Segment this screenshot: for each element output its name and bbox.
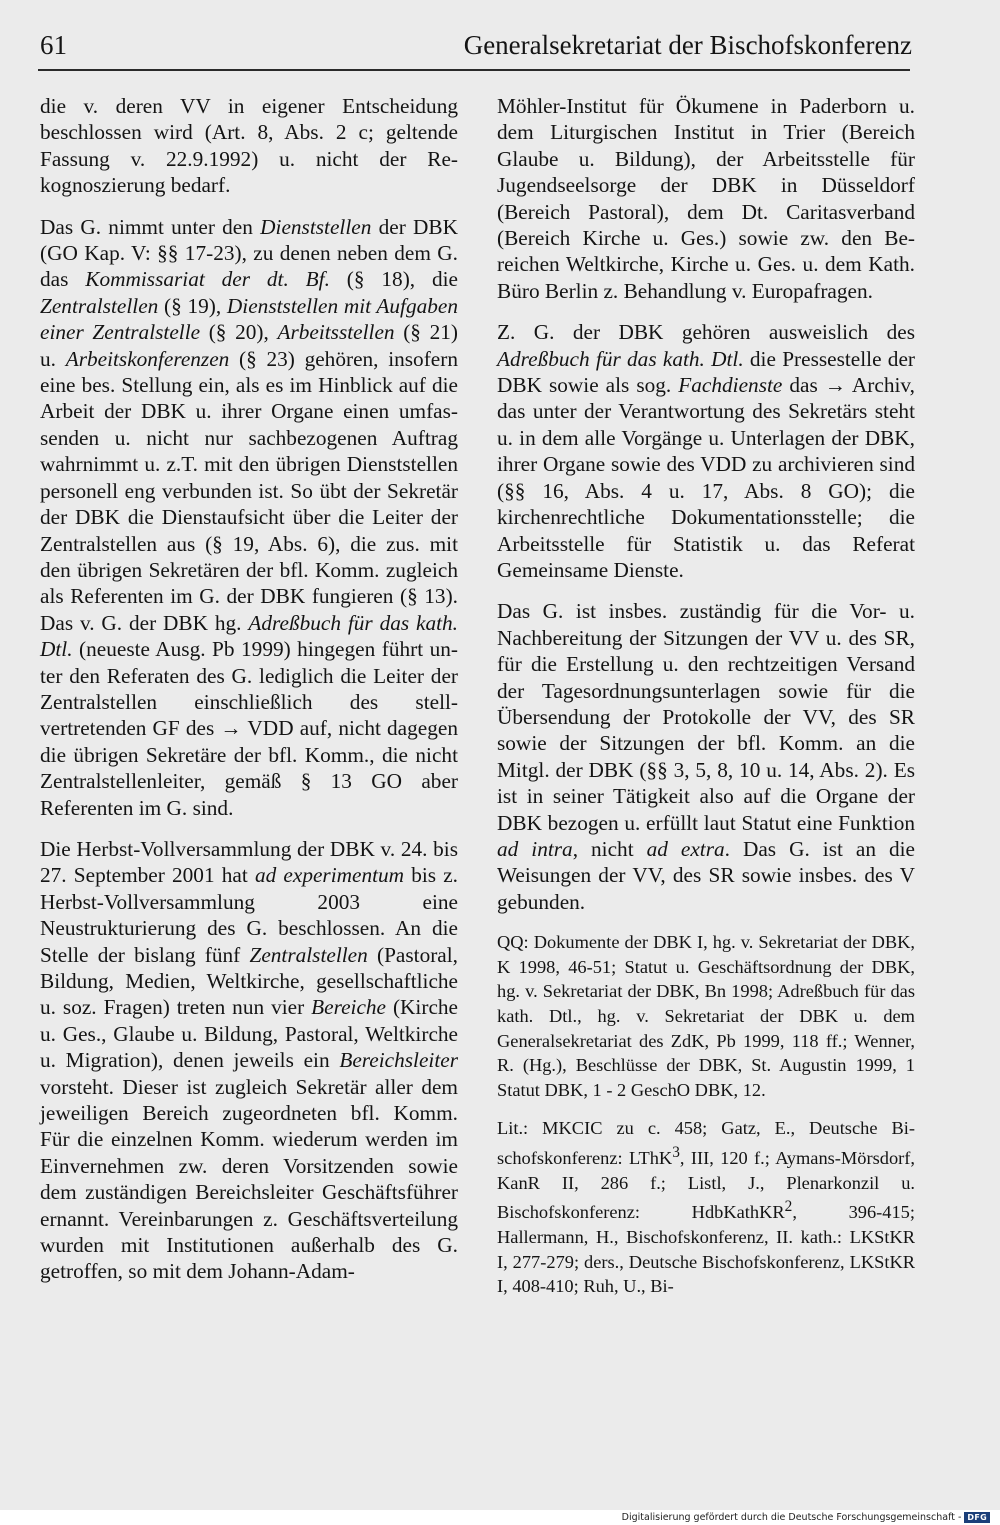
text-run: (Kirche u. Ges., Glaube u. Bildung, Pastoral, Weltkirche u. Migration), denen jeweils ein xyxy=(40,995,458,1073)
sources-paragraph: QQ: Dokumente der DBK I, hg. v. Sekretariat der DBK, K 1998, 46-51; Statut u. Geschäftsordnung der DBK, hg. v. Sekretariat der DBK, Bn 1998; Adreßbuch für das kath. Dtl., hg. v. Sekretariat der DBK u. dem Generalsekretariat des ZdK, Pb 1999, 118 ff.; Wenner, R. (Hg.), Beschlüsse der DBK, St. Augustin 1999, 1 Statut DBK, 1 - 2 GeschO DBK, 12. xyxy=(497,932,915,1100)
page-number: 61 xyxy=(40,30,67,60)
text-run: Z. G. der DBK gehören ausweislich des xyxy=(497,320,915,345)
digitization-footer xyxy=(622,1512,990,1523)
superscript: 3 xyxy=(672,1143,680,1161)
header-rule xyxy=(38,69,910,71)
text-run: bis z. Herbst-Vollversammlung 2003 eine Neustrukturierung des G. beschlossen. An die Stelle der bislang fünf xyxy=(40,863,458,967)
text-run: , nicht xyxy=(572,836,647,861)
italic-term: ad intra xyxy=(497,836,573,861)
text-run: . Das G. ist an die Weisungen der VV, des SR sowie insbes. des V gebunden. xyxy=(497,836,915,914)
paragraph xyxy=(497,319,915,583)
italic-term: Bereiche xyxy=(311,995,387,1020)
italic-term: Arbeitskonferenzen xyxy=(65,346,230,371)
footer-credit: Digitalisierung gefördert durch die Deutsche Forschungsgemeinschaft - xyxy=(621,1512,962,1523)
text-run: (§ 19), xyxy=(158,293,227,318)
text-run: die Pressestelle der DBK sowie als sog. xyxy=(497,346,916,398)
text-run: (§ 23) gehören, insofern eine bes. Stellung ein, als es im Hinblick auf die Arbeit der DBK u. ihrer Organe einen umfassenden u. nicht nur sachbezogenen Auftrag wahrnimmt u. z.T. mit den übrigen Dienststellen personell eng verbunden ist. So übt der Sekretär der DBK die Dienstaufsicht über die Leiter der Zentralstellen aus (§ 19, Abs. 6), die zus. mit den übrigen Sekretären der bfl. Komm. zugleich als Referenten im G. der DBK fungieren (§ 13). Das v. G. der DBK hg. xyxy=(40,346,458,635)
text-run: vorsteht. Dieser ist zugleich Sekretär aller dem jeweiligen Bereich zugeordneten bfl. Komm. Für die einzelnen Komm. wiederum werden im Einvernehmen zw. deren Vorsitzenden sowie dem zuständigen Bereichsleiter Geschäftsführer ernannt. Vereinbarungen z. Geschäftsverteilung wurden mit Institutionen außerhalb des G. getroffen, so mit dem Johann-Adam- xyxy=(40,1074,458,1284)
italic-term: Zentralstellen xyxy=(249,942,368,967)
paragraph xyxy=(40,836,458,1285)
text-run: (§ 20), xyxy=(200,320,278,345)
text-run: (neueste Ausg. Pb 1999) hingegen führt unter den Referaten des G. lediglich die Leiter der Zentralstellen einschließlich des stellvertretenden GF des → VDD auf, nicht dagegen die übrigen Sekretäre der bfl. Komm., die nicht Zentralstellenleiter, gemäß § 13 GO aber Referenten im G. sind. xyxy=(40,637,458,820)
literature-paragraph xyxy=(497,1116,915,1298)
right-column xyxy=(497,93,915,1313)
italic-term: ad experimentum xyxy=(254,863,405,888)
text-run: (§ 18), die xyxy=(329,267,458,292)
text-run: das → Archiv, das unter der Verantwortung des Sekretärs steht u. in dem alle Vorgänge u. Unterlagen der DBK, ihrer Organe sowie des VDD zu archivieren sind (§§ 16, Abs. 4 u. 17, Abs. 8 GO); die kirchenrechtliche Dokumentationsstelle; die Arbeitsstelle für Statistik u. das Referat Gemeinsame Dienste. xyxy=(497,373,915,582)
italic-term: Adreßbuch für das kath. Dtl. xyxy=(40,610,458,662)
text-run: Das G. ist insbes. zuständig für die Vor- u. Nachbereitung der Sitzungen der VV u. des SR, für die Erstellung u. den rechtzeitigen Versand der Tagesordnungsunterlagen sowie für die Übersendung der Protokolle der VV, des SR sowie der Sitzungen der bfl. Komm. an die Mitgl. der DBK (§§ 3, 5, 8, 10 u. 14, Abs. 2). Es ist in seiner Tätigkeit also auf die Organe der DBK bezogen u. erfüllt laut Statut eine Funktion xyxy=(497,599,915,835)
italic-term: Dienststellen mit Aufgaben einer Zentralstelle xyxy=(40,293,458,345)
text-run: , III, 120 f.; Aymans-Mörsdorf, KanR II, 286 f.; Listl, J., Plenarkonzil u. Bischofskonferenz: HdbKathKR xyxy=(497,1148,915,1223)
paragraph: die v. deren VV in eigener Entscheidung beschlossen wird (Art. 8, Abs. 2 c; geltende Fassung v. 22.9.1992) u. nicht der Rekognoszierung bedarf. xyxy=(40,94,458,198)
italic-term: Adreßbuch für das kath. Dtl. xyxy=(497,346,744,371)
paragraph xyxy=(497,598,915,915)
italic-term: Fachdienste xyxy=(678,373,783,398)
italic-term: Bereichsleiter xyxy=(339,1048,458,1073)
italic-term: ad extra xyxy=(646,836,725,861)
italic-term: Kommissariat der dt. Bf. xyxy=(85,267,330,292)
text-run: Das G. nimmt unter den xyxy=(40,214,261,239)
left-column xyxy=(40,93,458,1300)
text-run: Die Herbst-Vollversammlung der DBK v. 24. bis 27. September 2001 hat xyxy=(40,836,458,888)
text-run: (Pastoral, Bildung, Medien, Weltkirche, gesellschaftliche u. soz. Fragen) treten nun vier xyxy=(40,942,458,1020)
text-run: , 396-415; Hallermann, H., Bischofskonferenz, II. kath.: LKStKR I, 277-279; ders., Deutsche Bischofskonferenz, LKStKR I, 408-410; Ruh, U., Bi- xyxy=(497,1202,915,1297)
dfg-logo: DFG xyxy=(964,1512,990,1523)
italic-term: Arbeitsstellen xyxy=(277,320,395,345)
running-head: Generalsekretariat der Bischofskonferenz xyxy=(463,30,912,60)
text-run: Lit.: MKCIC zu c. 458; Gatz, E., Deutsche Bischofskonferenz: LThK xyxy=(497,1118,915,1169)
italic-term: Dienststellen xyxy=(260,214,372,239)
text-run: (§ 21) u. xyxy=(40,320,458,371)
paragraph xyxy=(40,214,458,821)
superscript: 2 xyxy=(784,1198,793,1216)
paragraph: Möhler-Institut für Ökumene in Paderborn u. dem Liturgischen Institut in Trier (Bereich Glaube u. Bildung), der Arbeitsstelle für Jugendseelsorge der DBK in Düsseldorf (Bereich Pastoral), dem Dt. Caritasverband (Bereich Kirche u. Ges.) sowie zw. den Bereichen Weltkirche, Kirche u. Ges. u. dem Kath. Büro Berlin z. Behandlung v. Europafragen. xyxy=(497,94,915,303)
text-run: der DBK (GO Kap. V: §§ 17-23), zu denen neben dem G. das xyxy=(40,214,458,292)
italic-term: Zentralstellen xyxy=(40,293,159,318)
